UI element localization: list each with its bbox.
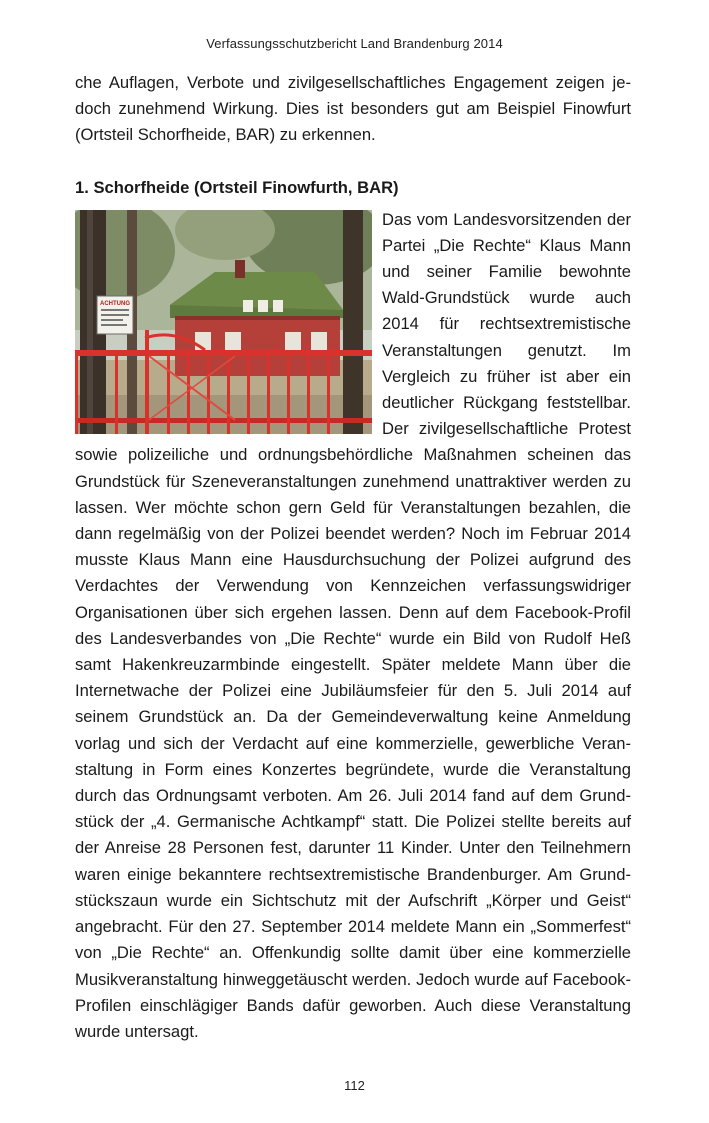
section-heading: 1. Schorfheide (Ortsteil Finowfurth, BAR)	[75, 177, 399, 197]
page-content	[75, 70, 631, 1045]
sign-text: ACHTUNG	[100, 300, 130, 307]
intro-paragraph: che Auflagen, Verbote und zivilgesellschaftliches Engagement zeigen jedoch zunehmend Wirkung. Dies ist besonders gut am Beispiel Finowfurt (Ortsteil Schorfheide, BAR) zu erkennen.	[75, 73, 631, 145]
page-number: 112	[344, 1078, 365, 1093]
house-photo-illustration	[75, 210, 372, 434]
section-paragraph: Das vom Landesvorsitzenden der Partei „Die Rechte“ Klaus Mann und seiner Familie bewohnte Wald-Grundstück wurde auch 2014 für rechtsextremistische Veranstaltungen genutzt. Im Vergleich zu früher ist aber ein deutlicher Rückgang feststellbar. Der zivilgesellschaftliche Protest sowie polizeiliche und ordnungsbehördliche Maßnahmen scheinen das Grundstück für Szeneveranstaltungen zunehmend unattraktiver werden zu lassen. Wer möchte schon gern Geld für Veranstaltungen bezahlen, die dann regelmäßig von der Polizei beendet werden? Noch im Februar 2014 musste Klaus Mann eine Hausdurchsuchung der Polizei aufgrund des Verdachtes der Verwendung von Kennzeichen verfassungswidriger Organisationen über sich ergehen lassen. Denn auf dem Facebook-Profil des Landesverbandes von „Die Rechte“ wurde ein Bild von Rudolf Heß samt Hakenkreuzarmbinde eingestellt. Später meldete Mann über die Internetwache der Polizei eine Jubiläumsfeier für den 5. Juli 2014 auf seinem Grundstück an. Da der Gemeindeverwaltung keine Anmeldung vorlag und sich der Verdacht auf eine kommerzielle, gewerbliche Veranstaltung in Form eines Konzertes begründete, wurde die Veranstaltung durch das Ordnungsamt verboten. Am 26. Juli 2014 fand auf dem Grundstück der „4. Germanische Achtkampf“ statt. Die Polizei stellte bereits auf der Anreise 28 Personen fest, darunter 11 Kinder. Unter den Teilnehmern waren einige bekanntere rechtsextremistische Brandenburger. Am Grundstückszaun wurde ein Sichtschutz mit der Aufschrift „Körper und Geist“ angebracht. Für den 27. September 2014 meldete Mann ein „Sommerfest“ von „Die Rechte“ an. Offenkundig sollte damit über eine kommerzielle Musikveranstaltung hinweggetäuscht werden. Jedoch wurde auf Facebook-Profilen einschlägiger Bands dafür geworben. Auch diese Veranstaltung wurde untersagt.	[75, 209, 631, 1041]
running-header: Verfassungsschutzbericht Land Brandenburg 2014	[206, 36, 503, 51]
house-photo	[75, 210, 372, 434]
